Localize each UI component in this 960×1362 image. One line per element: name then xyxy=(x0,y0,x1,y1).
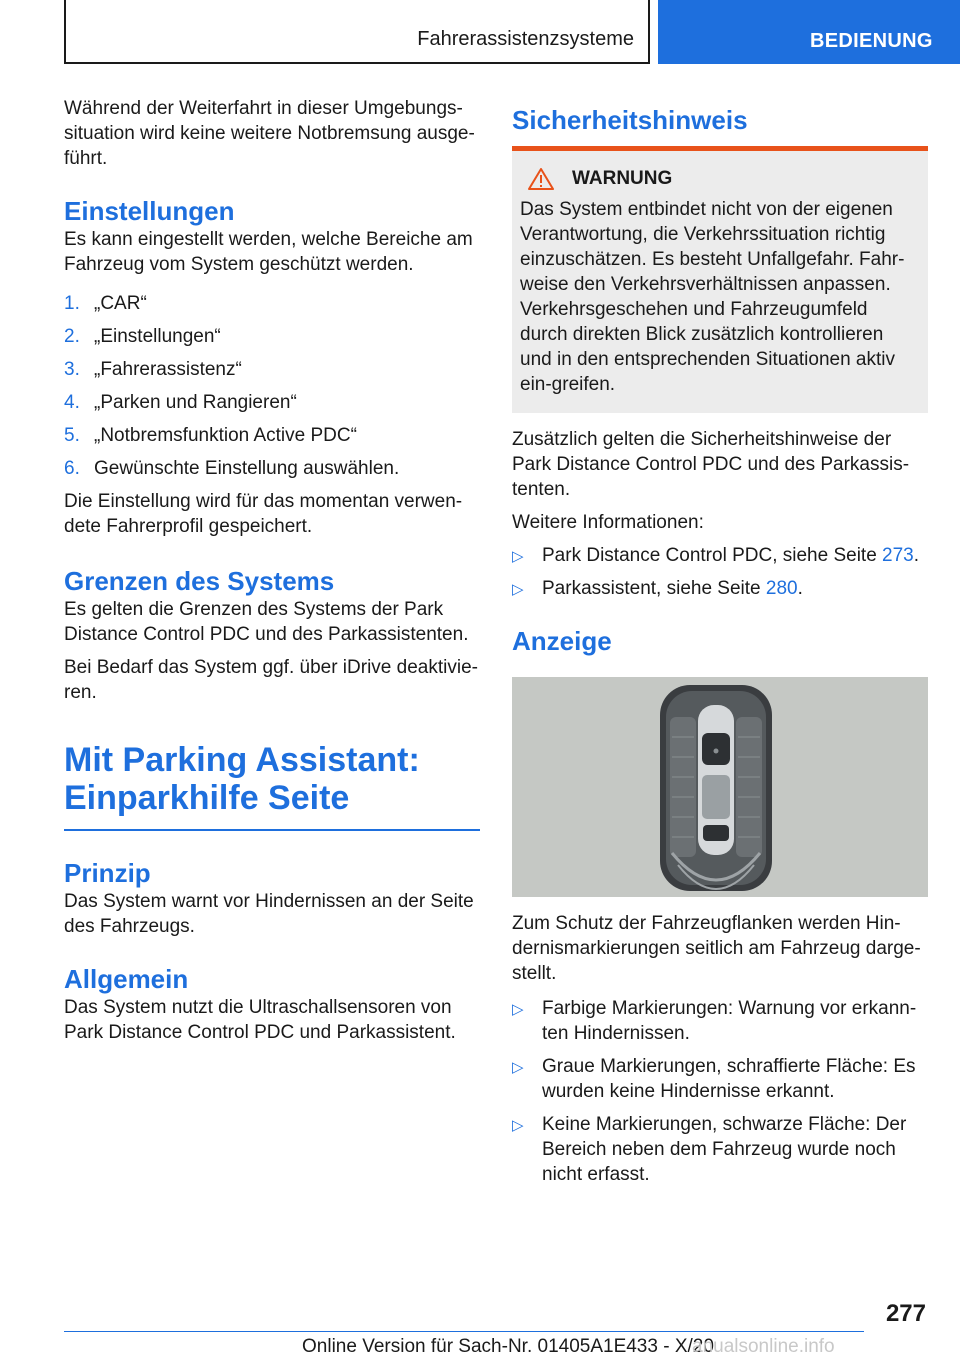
list-item xyxy=(64,324,480,349)
page-link-273[interactable]: 273 xyxy=(882,545,914,566)
footer-rule xyxy=(64,1331,864,1332)
prinzip-heading: Prinzip xyxy=(64,858,151,888)
list-item xyxy=(512,543,928,568)
einstellungen-steps xyxy=(64,291,480,481)
warning-title: WARNUNG xyxy=(572,168,673,189)
step-text: „Fahrerassistenz“ xyxy=(94,359,242,380)
list-item xyxy=(64,357,480,382)
main-heading: Mit Parking Assistant: Einparkhilfe Seite xyxy=(64,741,420,817)
anzeige-list xyxy=(512,996,928,1187)
heading-rule xyxy=(64,829,480,831)
step-text: „CAR“ xyxy=(94,293,147,314)
grenzen-text-1: Es gelten die Grenzen des Systems der Park Distance Control PDC und des Parkassistenten. xyxy=(64,599,469,645)
reference-suffix: . xyxy=(913,545,920,566)
prinzip-text: Das System warnt vor Hindernissen an der Seite des Fahrzeugs. xyxy=(64,891,474,937)
einstellungen-text: Es kann eingestellt werden, welche Bereiche am Fahrzeug vom System geschützt werden. xyxy=(64,229,473,275)
footer-watermark: anualsonline.info xyxy=(692,1336,835,1357)
step-text: „Parken und Rangieren“ xyxy=(94,392,297,413)
einstellungen-heading: Einstellungen xyxy=(64,196,235,226)
allgemein-heading: Allgemein xyxy=(64,964,189,994)
step-text: „Notbremsfunktion Active PDC“ xyxy=(94,425,357,446)
triangle-bullet-icon: ▷ xyxy=(512,581,524,598)
page-number: 277 xyxy=(885,1300,926,1327)
header-chapter-title: BEDIENUNG xyxy=(810,30,933,52)
anzeige-item-text: Farbige Markierungen: Warnung vor erkann-ten Hindernissen. xyxy=(542,998,917,1044)
triangle-bullet-icon: ▷ xyxy=(512,1001,524,1018)
warning-header xyxy=(520,167,920,191)
warning-box xyxy=(512,146,928,413)
intro-paragraph: Während der Weiterfahrt in dieser Umgebungs-situation wird keine weitere Notbremsung ausge-führt. xyxy=(64,98,475,169)
sicherheit-heading: Sicherheitshinweis xyxy=(512,105,748,135)
step-text: „Einstellungen“ xyxy=(94,326,221,347)
reference-list xyxy=(512,543,928,601)
page-link-280[interactable]: 280 xyxy=(765,578,798,599)
reference-suffix: . xyxy=(797,578,803,599)
left-column xyxy=(64,96,480,1045)
list-item xyxy=(64,456,480,481)
list-item xyxy=(512,1112,928,1187)
grenzen-heading: Grenzen des Systems xyxy=(64,566,335,596)
sicherheit-text: Zusätzlich gelten die Sicherheitshinweise der Park Distance Control PDC und des Parkassis-tenten. xyxy=(512,429,910,500)
header-chapter-box xyxy=(658,0,960,64)
anzeige-item-text: Graue Markierungen, schraffierte Fläche: Es wurden keine Hindernisse erkannt. xyxy=(542,1056,916,1102)
anzeige-item-text: Keine Markierungen, schwarze Fläche: Der Bereich neben dem Fahrzeug wurde noch nicht erfasst. xyxy=(542,1114,907,1185)
list-item xyxy=(64,291,480,316)
list-item xyxy=(64,423,480,448)
right-column xyxy=(512,96,928,1195)
step-number: 4. xyxy=(64,392,80,413)
step-number: 6. xyxy=(64,458,80,479)
footer-online-version: Online Version für Sach-Nr. 01405A1E433 - X/20 xyxy=(302,1336,714,1357)
step-text: Gewünschte Einstellung auswählen. xyxy=(94,458,400,479)
header-section-title: Fahrerassistenzsysteme xyxy=(417,28,634,50)
list-item xyxy=(512,576,928,601)
step-number: 1. xyxy=(64,293,80,314)
list-item xyxy=(512,1054,928,1104)
side-view-display-image xyxy=(512,677,928,897)
warning-text: Das System entbindet nicht von der eigenen Verantwortung, die Verkehrssituation richtig einzuschätzen. Es besteht Unfallgefahr. Fahr-weise den Verkehrsverhältnissen anpassen. Verkehrsgeschehen und Fahrzeugumfeld durch direkten Blick zusätzlich kontrollieren und in den entsprechenden Situationen aktiv ein-greifen. xyxy=(520,199,905,395)
warning-triangle-icon xyxy=(528,167,554,191)
step-number: 2. xyxy=(64,326,80,347)
step-number: 3. xyxy=(64,359,80,380)
reference-text: Park Distance Control PDC, siehe Seite xyxy=(542,545,883,566)
triangle-bullet-icon: ▷ xyxy=(512,1117,524,1134)
reference-text: Parkassistent, siehe Seite xyxy=(542,578,766,599)
header-section-box xyxy=(64,0,650,64)
anzeige-text: Zum Schutz der Fahrzeugflanken werden Hin-dernismarkierungen seitlich am Fahrzeug darge-stellt. xyxy=(512,913,921,984)
car-overview-illustration xyxy=(512,677,928,897)
grenzen-text-2: Bei Bedarf das System ggf. über iDrive deaktivie-ren. xyxy=(64,657,478,703)
list-item xyxy=(64,390,480,415)
more-info-label: Weitere Informationen: xyxy=(512,512,704,533)
anzeige-heading: Anzeige xyxy=(512,626,612,656)
allgemein-text: Das System nutzt die Ultraschallsensoren von Park Distance Control PDC und Parkassistent. xyxy=(64,997,456,1043)
step-number: 5. xyxy=(64,425,80,446)
triangle-bullet-icon: ▷ xyxy=(512,1059,524,1076)
einstellungen-note: Die Einstellung wird für das momentan verwen-dete Fahrerprofil gespeichert. xyxy=(64,491,463,537)
list-item xyxy=(512,996,928,1046)
triangle-bullet-icon: ▷ xyxy=(512,548,524,565)
